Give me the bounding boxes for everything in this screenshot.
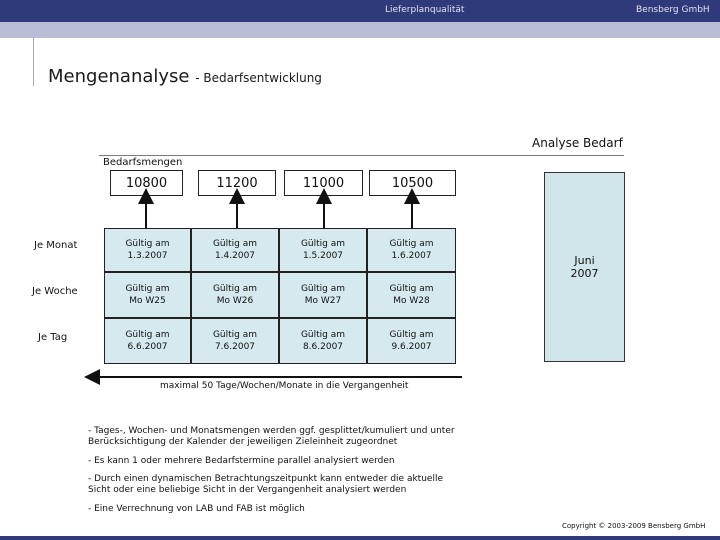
note-item: - Durch einen dynamischen Betrachtungszeitpunkt kann entweder die aktuelle Sicht oder eine beliebige Sicht in der Vergangenheit analysiert werden (88, 474, 443, 495)
note-item: - Eine Verrechnung von LAB und FAB ist möglich (88, 504, 305, 514)
table-cell: Gültig am Mo W27 (279, 272, 367, 318)
table-cell: Gültig am Mo W25 (104, 272, 191, 318)
table-cell: Gültig am 1.4.2007 (191, 228, 279, 272)
table-cell: Gültig am 1.5.2007 (279, 228, 367, 272)
table-cell: Gültig am 6.6.2007 (104, 318, 191, 364)
row-label: Je Tag (38, 332, 68, 343)
period-month: Juni (574, 254, 595, 267)
period-box (544, 172, 625, 362)
quantity-box: 11000 (284, 170, 363, 196)
note-item: - Tages-, Wochen- und Monatsmengen werden ggf. gesplittet/kumuliert und unter Berücksichtigung der Kalender der jeweiligen Zieleinheit zugeordnet (88, 426, 455, 447)
table-cell: Gültig am Mo W28 (367, 272, 456, 318)
quantity-box: 10500 (369, 170, 456, 196)
quantity-box: 10800 (110, 170, 183, 196)
header-title: Lieferplanqualität (385, 5, 465, 15)
bedarfsmengen-label: Bedarfsmengen (103, 157, 183, 168)
period-year: 2007 (570, 267, 599, 280)
page-title-sub: - Bedarfsentwicklung (195, 71, 322, 85)
table-cell: Gültig am 1.6.2007 (367, 228, 456, 272)
table-cell: Gültig am 1.3.2007 (104, 228, 191, 272)
note-item: - Es kann 1 oder mehrere Bedarfstermine parallel analysiert werden (88, 456, 395, 466)
table-cell: Gültig am Mo W26 (191, 272, 279, 318)
arrow-caption: maximal 50 Tage/Wochen/Monate in die Vergangenheit (160, 381, 409, 391)
footer-bar (0, 536, 720, 540)
header-company: Bensberg GmbH (636, 5, 710, 15)
row-label: Je Monat (34, 240, 78, 251)
table-cell: Gültig am 9.6.2007 (367, 318, 456, 364)
table-cell: Gültig am 7.6.2007 (191, 318, 279, 364)
quantity-box: 11200 (198, 170, 276, 196)
table-cell: Gültig am 8.6.2007 (279, 318, 367, 364)
copyright: Copyright © 2003-2009 Bensberg GmbH (562, 522, 706, 530)
row-label: Je Woche (32, 286, 78, 297)
analyse-label: Analyse Bedarf (532, 136, 623, 150)
page-title-main: Mengenanalyse (48, 66, 190, 87)
